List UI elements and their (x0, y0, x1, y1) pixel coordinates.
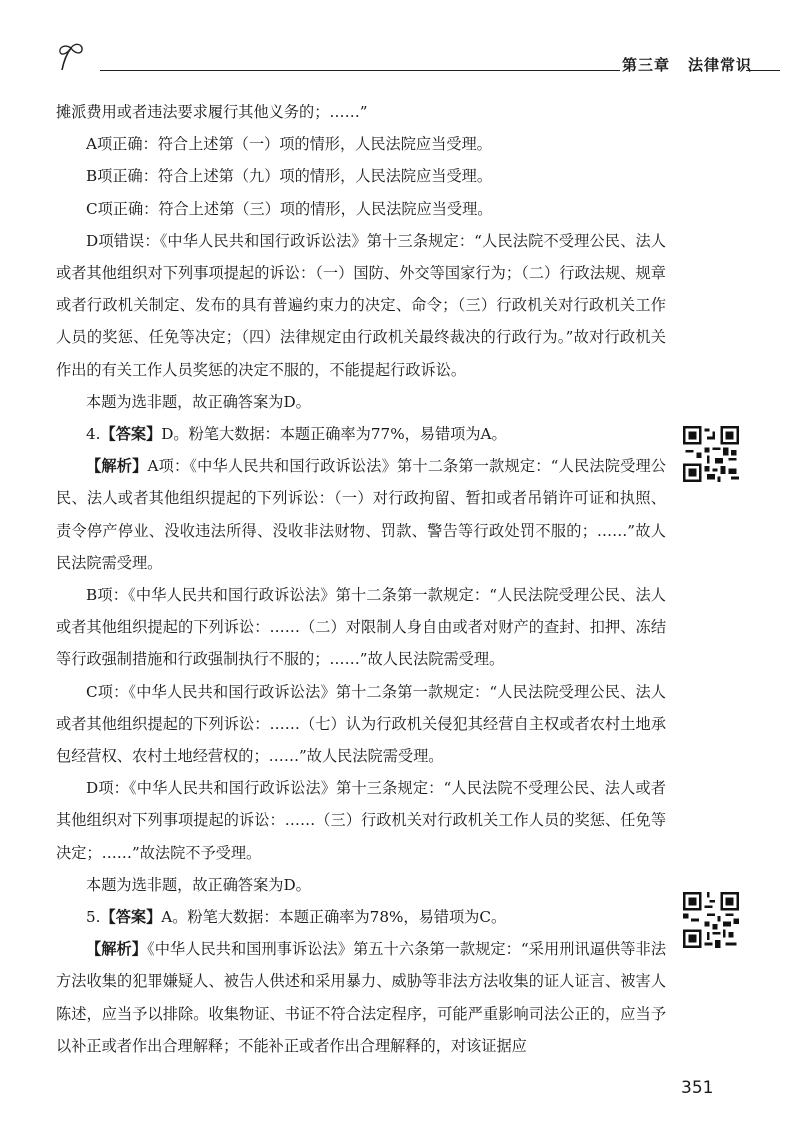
paragraph: A项正确：符合上述第（一）项的情形，人民法院应当受理。 (86, 135, 492, 154)
analysis-text: 《中华人民共和国刑事诉讼法》第五十六条第一款规定：“采用刑讯逼供等非法方法收集的犯罪嫌疑人、被告人供述和采用暴力、威胁等非法方法收集的证人证言、被害人陈述，应当予以排除。收集物证、书证不符合法定程序，可能严重影响司法公正的，应当予以补正或者作出合理解释；不能补正或者作出合理解释的，对该证据应 (56, 940, 667, 1055)
answer-text: A。粉笔大数据：本题正确率为78%，易错项为C。 (161, 908, 507, 927)
paragraph: 本题为选非题，故正确答案为D。 (86, 875, 311, 894)
analysis-tag: 【解析】 (86, 940, 148, 959)
paragraph: C项正确：符合上述第（三）项的情形，人民法院应当受理。 (86, 199, 493, 218)
answer-text: D。粉笔大数据：本题正确率为77%，易错项为A。 (161, 425, 507, 444)
question-number: 5. (86, 908, 101, 927)
header-rule-end (746, 70, 780, 71)
paragraph: D项：《中华人民共和国行政诉讼法》第十三条规定：“人民法院不受理公民、法人或者其他组织对下列事项提起的诉讼：……（三）行政机关对行政机关工作人员的奖惩、任免等决定；……”故法院不予受理。 (56, 779, 666, 862)
chapter-title (622, 54, 752, 75)
q4-answer-line (56, 418, 666, 450)
page-body (56, 96, 666, 1062)
chapter-number: 第三章 (622, 56, 671, 74)
paragraph: B项正确：符合上述第（九）项的情形，人民法院应当受理。 (86, 167, 493, 186)
analysis-text: A项：《中华人民共和国行政诉讼法》第十二条第一款规定：“人民法院受理公民、法人或者其他组织提起的下列诉讼：（一）对行政拘留、暂扣或者吊销许可证和执照、责令停产停业、没收违法所得、没收非法财物、罚款、警告等行政处罚不服的；……”故人民法院需受理。 (56, 457, 666, 572)
qr-code-icon[interactable] (683, 426, 739, 482)
paragraph: 本题为选非题，故正确答案为D。 (86, 392, 311, 411)
q5-analysis (56, 933, 666, 1062)
leaf-logo-icon (54, 40, 88, 74)
paragraph: 摊派费用或者违法要求履行其他义务的；……” (56, 103, 368, 121)
answer-tag: 【答案】 (100, 908, 162, 927)
header-rule (100, 70, 620, 71)
qr-code-icon[interactable] (683, 892, 739, 948)
paragraph: D项错误：《中华人民共和国行政诉讼法》第十三条规定：“人民法院不受理公民、法人或者其他组织对下列事项提起的诉讼：（一）国防、外交等国家行为；（二）行政法规、规章或者行政机关制定、发布的具有普遍约束力的决定、命令；（三）行政机关对行政机关工作人员的奖惩、任免等决定；（四）法律规定由行政机关最终裁决的行政行为。”故对行政机关作出的有关工作人员奖惩的决定不服的，不能提起行政诉讼。 (56, 231, 666, 379)
page-header (40, 40, 780, 80)
page-number: 351 (681, 1078, 714, 1098)
q4-analysis (56, 450, 666, 579)
question-number: 4. (86, 425, 101, 444)
q5-answer-line (56, 901, 666, 933)
answer-tag: 【答案】 (100, 425, 162, 444)
paragraph: B项：《中华人民共和国行政诉讼法》第十二条第一款规定：“人民法院受理公民、法人或者其他组织提起的下列诉讼：……（二）对限制人身自由或者对财产的查封、扣押、冻结等行政强制措施和行政强制执行不服的；……”故人民法院需受理。 (56, 586, 666, 669)
paragraph: C项：《中华人民共和国行政诉讼法》第十二条第一款规定：“人民法院受理公民、法人或者其他组织提起的下列诉讼：……（七）认为行政机关侵犯其经营自主权或者农村土地承包经营权、农村土地经营权的；……”故人民法院需受理。 (56, 682, 666, 766)
analysis-tag: 【解析】 (86, 457, 148, 476)
section-title: 法律常识 (688, 56, 753, 74)
